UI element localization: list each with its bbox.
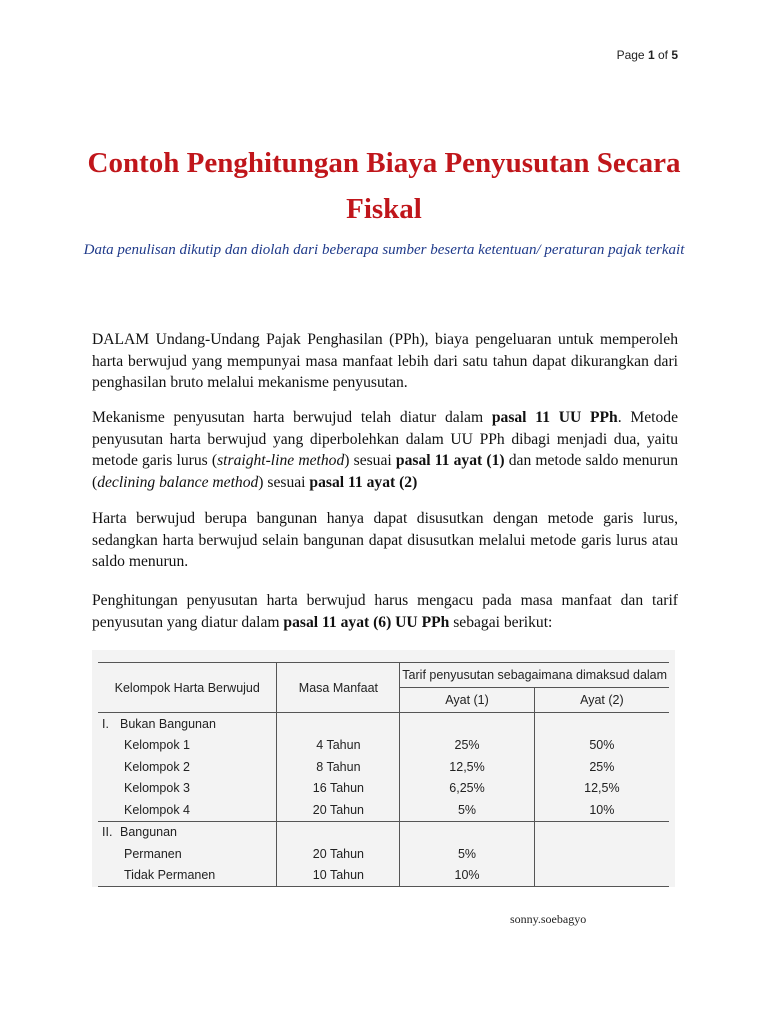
document-subtitle: Data penulisan dikutip dan diolah dari beberapa sumber beserta ketentuan/ peraturan pajak terkait — [83, 242, 685, 258]
paragraph-1-text: DALAM Undang-Undang Pajak Penghasilan (PPh), biaya pengeluaran untuk memperoleh harta berwujud yang mempunyai masa manfaat lebih dari satu tahun dapat dikurangkan dari penghasilan bruto melalui mekanisme penyusutan. — [92, 331, 678, 391]
paragraph-2 — [92, 407, 678, 493]
page-number — [617, 48, 678, 62]
paragraph-3 — [92, 508, 678, 573]
row-ayat-2: 10% — [534, 799, 669, 821]
p4-text-1: Penghitungan penyusutan harta berwujud harus mengacu pada masa manfaat dan tarif penyusutan yang diatur dalam — [92, 592, 678, 631]
row-ayat-1: 5% — [400, 799, 534, 821]
p2-text-2: . Metode penyusutan harta berwujud yang diperbolehkan dalam UU PPh dibagi menjadi dua, yaitu metode garis lurus ( — [92, 409, 679, 469]
page-number-of: of — [654, 48, 672, 62]
table-row — [98, 735, 669, 757]
row-ayat-2 — [534, 865, 669, 887]
header-kelompok: Kelompok Harta Berwujud — [98, 663, 277, 713]
row-label: Kelompok 3 — [98, 778, 277, 800]
row-ayat-1: 6,25% — [400, 778, 534, 800]
table-row — [98, 713, 669, 735]
group-label — [98, 821, 277, 843]
row-ayat-2: 50% — [589, 738, 615, 753]
table-row — [98, 799, 669, 821]
p4-text-2: sebagai berikut: — [449, 613, 553, 631]
p2-bold-1: pasal 11 UU PPh — [491, 409, 618, 426]
page-number-prefix: Page — [616, 48, 648, 62]
row-masa: 16 Tahun — [277, 778, 400, 800]
p2-bold-2: pasal 11 ayat (1) — [395, 452, 505, 469]
p2-text-3: ) sesuai — [344, 452, 396, 469]
table-row — [98, 778, 669, 800]
header-masa: Masa Manfaat — [277, 663, 400, 713]
p4-bold-1: pasal 11 ayat (6) UU PPh — [283, 613, 450, 631]
p2-text-4: dan metode saldo menurun ( — [92, 452, 678, 491]
p2-text-5: ) sesuai — [258, 473, 310, 491]
group-name: Bukan Bangunan — [120, 716, 216, 731]
row-ayat-2: 25% — [589, 759, 615, 774]
row-masa: 20 Tahun — [277, 843, 400, 865]
paragraph-4 — [92, 590, 678, 633]
depreciation-table — [98, 662, 669, 887]
author-credit: sonny.soebagyo — [510, 912, 587, 926]
group-label — [98, 713, 277, 735]
group-name: Bangunan — [120, 825, 178, 840]
p2-bold-3: pasal 11 ayat (2) — [309, 473, 418, 491]
row-ayat-2: 12,5% — [584, 781, 620, 796]
row-masa: 20 Tahun — [277, 799, 400, 821]
row-label: Tidak Permanen — [98, 865, 277, 887]
header-ayat-1: Ayat (1) — [400, 688, 534, 713]
row-ayat-1: 10% — [400, 865, 534, 887]
table-row — [98, 865, 669, 887]
table-row — [98, 843, 669, 865]
row-masa: 8 Tahun — [277, 756, 400, 778]
header-ayat-2: Ayat (2) — [534, 688, 669, 713]
paragraph-3-text: Harta berwujud berupa bangunan hanya dapat disusutkan dengan metode garis lurus, sedangkan harta berwujud selain bangunan dapat disusutkan melalui metode garis lurus atau saldo menurun. — [92, 510, 678, 570]
p2-text-1: Mekanisme penyusutan harta berwujud telah diatur dalam — [92, 409, 492, 426]
row-label: Kelompok 4 — [98, 799, 277, 821]
page-number-current: 1 — [647, 48, 655, 62]
p2-italic-1: straight-line method — [217, 452, 345, 469]
group-number: I. — [102, 716, 109, 731]
depreciation-table-image — [92, 650, 675, 887]
row-label: Kelompok 2 — [98, 756, 277, 778]
row-label: Permanen — [98, 843, 277, 865]
row-masa: 4 Tahun — [277, 735, 400, 757]
row-ayat-1: 5% — [400, 843, 534, 865]
row-ayat-1: 12,5% — [400, 756, 534, 778]
row-label: Kelompok 1 — [98, 735, 277, 757]
row-ayat-1: 25% — [400, 735, 534, 757]
document-title: Contoh Penghitungan Biaya Penyusutan Secara Fiskal — [87, 147, 681, 225]
paragraph-1 — [92, 329, 678, 394]
header-tarif: Tarif penyusutan sebagaimana dimaksud dalam — [400, 663, 669, 688]
group-number: II. — [102, 825, 113, 840]
row-ayat-2 — [534, 843, 669, 865]
row-masa: 10 Tahun — [277, 865, 400, 887]
p2-italic-2: declining balance method — [97, 473, 259, 491]
table-row — [98, 756, 669, 778]
page-number-total: 5 — [671, 48, 678, 62]
table-row — [98, 821, 669, 843]
